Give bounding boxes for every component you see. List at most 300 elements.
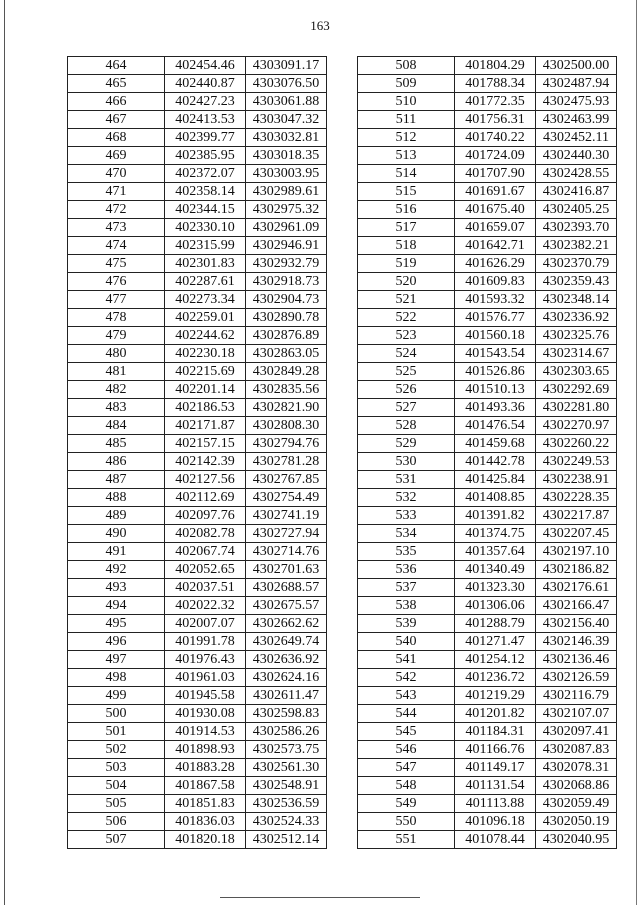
x-coordinate-cell: 401323.30 — [455, 579, 536, 597]
point-number-cell: 471 — [68, 183, 165, 201]
x-coordinate-cell: 401271.47 — [455, 633, 536, 651]
y-coordinate-cell: 4302536.59 — [246, 795, 327, 813]
y-coordinate-cell: 4302741.19 — [246, 507, 327, 525]
x-coordinate-cell: 402142.39 — [165, 453, 246, 471]
point-number-cell: 515 — [358, 183, 455, 201]
table-row — [358, 237, 617, 255]
y-coordinate-cell: 4302270.97 — [536, 417, 617, 435]
y-coordinate-cell: 4302097.41 — [536, 723, 617, 741]
x-coordinate-cell: 401772.35 — [455, 93, 536, 111]
x-coordinate-cell: 401201.82 — [455, 705, 536, 723]
table-row — [68, 309, 327, 327]
x-coordinate-cell: 401851.83 — [165, 795, 246, 813]
y-coordinate-cell: 4302598.83 — [246, 705, 327, 723]
y-coordinate-cell: 4302292.69 — [536, 381, 617, 399]
y-coordinate-cell: 4302636.92 — [246, 651, 327, 669]
y-coordinate-cell: 4302228.35 — [536, 489, 617, 507]
x-coordinate-cell: 401626.29 — [455, 255, 536, 273]
x-coordinate-cell: 401113.88 — [455, 795, 536, 813]
y-coordinate-cell: 4302059.49 — [536, 795, 617, 813]
point-number-cell: 524 — [358, 345, 455, 363]
point-number-cell: 486 — [68, 453, 165, 471]
x-coordinate-cell: 401131.54 — [455, 777, 536, 795]
table-row — [358, 795, 617, 813]
point-number-cell: 479 — [68, 327, 165, 345]
point-number-cell: 512 — [358, 129, 455, 147]
point-number-cell: 478 — [68, 309, 165, 327]
x-coordinate-cell: 402067.74 — [165, 543, 246, 561]
x-coordinate-cell: 401576.77 — [455, 309, 536, 327]
point-number-cell: 539 — [358, 615, 455, 633]
x-coordinate-cell: 402007.07 — [165, 615, 246, 633]
x-coordinate-cell: 402330.10 — [165, 219, 246, 237]
x-coordinate-cell: 402230.18 — [165, 345, 246, 363]
y-coordinate-cell: 4302701.63 — [246, 561, 327, 579]
x-coordinate-cell: 402427.23 — [165, 93, 246, 111]
table-row — [358, 381, 617, 399]
y-coordinate-cell: 4302835.56 — [246, 381, 327, 399]
table-row — [68, 417, 327, 435]
point-number-cell: 525 — [358, 363, 455, 381]
point-number-cell: 500 — [68, 705, 165, 723]
x-coordinate-cell: 401560.18 — [455, 327, 536, 345]
y-coordinate-cell: 4302849.28 — [246, 363, 327, 381]
point-number-cell: 528 — [358, 417, 455, 435]
y-coordinate-cell: 4302303.65 — [536, 363, 617, 381]
y-coordinate-cell: 4302688.57 — [246, 579, 327, 597]
point-number-cell: 507 — [68, 831, 165, 849]
y-coordinate-cell: 4303047.32 — [246, 111, 327, 129]
y-coordinate-cell: 4302714.76 — [246, 543, 327, 561]
table-row — [358, 723, 617, 741]
y-coordinate-cell: 4302989.61 — [246, 183, 327, 201]
y-coordinate-cell: 4302463.99 — [536, 111, 617, 129]
x-coordinate-cell: 401510.13 — [455, 381, 536, 399]
x-coordinate-cell: 402315.99 — [165, 237, 246, 255]
point-number-cell: 489 — [68, 507, 165, 525]
point-number-cell: 545 — [358, 723, 455, 741]
point-number-cell: 544 — [358, 705, 455, 723]
y-coordinate-cell: 4302186.82 — [536, 561, 617, 579]
point-number-cell: 468 — [68, 129, 165, 147]
x-coordinate-cell: 402244.62 — [165, 327, 246, 345]
x-coordinate-cell: 402301.83 — [165, 255, 246, 273]
x-coordinate-cell: 401991.78 — [165, 633, 246, 651]
point-number-cell: 531 — [358, 471, 455, 489]
table-row — [68, 777, 327, 795]
table-row — [68, 795, 327, 813]
x-coordinate-cell: 401593.32 — [455, 291, 536, 309]
table-row — [358, 687, 617, 705]
point-number-cell: 509 — [358, 75, 455, 93]
point-number-cell: 466 — [68, 93, 165, 111]
x-coordinate-cell: 401166.76 — [455, 741, 536, 759]
x-coordinate-cell: 401788.34 — [455, 75, 536, 93]
y-coordinate-cell: 4302370.79 — [536, 255, 617, 273]
x-coordinate-cell: 401357.64 — [455, 543, 536, 561]
point-number-cell: 513 — [358, 147, 455, 165]
y-coordinate-cell: 4302428.55 — [536, 165, 617, 183]
table-row — [358, 813, 617, 831]
point-number-cell: 499 — [68, 687, 165, 705]
x-coordinate-cell: 401642.71 — [455, 237, 536, 255]
point-number-cell: 504 — [68, 777, 165, 795]
table-row — [68, 237, 327, 255]
table-row — [68, 381, 327, 399]
point-number-cell: 473 — [68, 219, 165, 237]
point-number-cell: 519 — [358, 255, 455, 273]
point-number-cell: 520 — [358, 273, 455, 291]
y-coordinate-cell: 4302500.00 — [536, 57, 617, 75]
y-coordinate-cell: 4302416.87 — [536, 183, 617, 201]
table-row — [358, 597, 617, 615]
x-coordinate-cell: 401096.18 — [455, 813, 536, 831]
point-number-cell: 469 — [68, 147, 165, 165]
point-number-cell: 480 — [68, 345, 165, 363]
table-row — [358, 453, 617, 471]
table-row — [358, 183, 617, 201]
table-row — [68, 831, 327, 849]
point-number-cell: 549 — [358, 795, 455, 813]
y-coordinate-cell: 4302393.70 — [536, 219, 617, 237]
x-coordinate-cell: 402157.15 — [165, 435, 246, 453]
x-coordinate-cell: 401675.40 — [455, 201, 536, 219]
y-coordinate-cell: 4302548.91 — [246, 777, 327, 795]
point-number-cell: 502 — [68, 741, 165, 759]
point-number-cell: 483 — [68, 399, 165, 417]
y-coordinate-cell: 4302068.86 — [536, 777, 617, 795]
point-number-cell: 517 — [358, 219, 455, 237]
scan-edge-left — [4, 0, 5, 905]
table-row — [358, 75, 617, 93]
y-coordinate-cell: 4302512.14 — [246, 831, 327, 849]
point-number-cell: 511 — [358, 111, 455, 129]
point-number-cell: 493 — [68, 579, 165, 597]
x-coordinate-cell: 402273.34 — [165, 291, 246, 309]
x-coordinate-cell: 401288.79 — [455, 615, 536, 633]
table-row — [68, 561, 327, 579]
table-row — [358, 201, 617, 219]
x-coordinate-cell: 401691.67 — [455, 183, 536, 201]
point-number-cell: 470 — [68, 165, 165, 183]
point-number-cell: 518 — [358, 237, 455, 255]
point-number-cell: 492 — [68, 561, 165, 579]
point-number-cell: 547 — [358, 759, 455, 777]
y-coordinate-cell: 4302078.31 — [536, 759, 617, 777]
point-number-cell: 530 — [358, 453, 455, 471]
coordinates-table-right — [357, 56, 617, 849]
table-row — [358, 417, 617, 435]
x-coordinate-cell: 402082.78 — [165, 525, 246, 543]
table-row — [68, 741, 327, 759]
y-coordinate-cell: 4303061.88 — [246, 93, 327, 111]
table-row — [358, 435, 617, 453]
x-coordinate-cell: 402112.69 — [165, 489, 246, 507]
y-coordinate-cell: 4302975.32 — [246, 201, 327, 219]
x-coordinate-cell: 401493.36 — [455, 399, 536, 417]
x-coordinate-cell: 402454.46 — [165, 57, 246, 75]
table-row — [68, 597, 327, 615]
x-coordinate-cell: 401867.58 — [165, 777, 246, 795]
point-number-cell: 467 — [68, 111, 165, 129]
x-coordinate-cell: 401425.84 — [455, 471, 536, 489]
table-row — [68, 363, 327, 381]
table-row — [68, 93, 327, 111]
table-row — [358, 705, 617, 723]
table-row — [358, 327, 617, 345]
x-coordinate-cell: 401219.29 — [455, 687, 536, 705]
table-row — [68, 291, 327, 309]
x-coordinate-cell: 401391.82 — [455, 507, 536, 525]
x-coordinate-cell: 401836.03 — [165, 813, 246, 831]
table-row — [68, 345, 327, 363]
y-coordinate-cell: 4303032.81 — [246, 129, 327, 147]
x-coordinate-cell: 401254.12 — [455, 651, 536, 669]
table-row — [68, 669, 327, 687]
y-coordinate-cell: 4302675.57 — [246, 597, 327, 615]
y-coordinate-cell: 4302126.59 — [536, 669, 617, 687]
y-coordinate-cell: 4302249.53 — [536, 453, 617, 471]
y-coordinate-cell: 4302794.76 — [246, 435, 327, 453]
x-coordinate-cell: 402440.87 — [165, 75, 246, 93]
y-coordinate-cell: 4302197.10 — [536, 543, 617, 561]
table-row — [68, 57, 327, 75]
y-coordinate-cell: 4302207.45 — [536, 525, 617, 543]
y-coordinate-cell: 4302217.87 — [536, 507, 617, 525]
y-coordinate-cell: 4302475.93 — [536, 93, 617, 111]
table-row — [68, 633, 327, 651]
table-row — [358, 651, 617, 669]
x-coordinate-cell: 401740.22 — [455, 129, 536, 147]
x-coordinate-cell: 401526.86 — [455, 363, 536, 381]
x-coordinate-cell: 402358.14 — [165, 183, 246, 201]
point-number-cell: 551 — [358, 831, 455, 849]
y-coordinate-cell: 4302440.30 — [536, 147, 617, 165]
y-coordinate-cell: 4303091.17 — [246, 57, 327, 75]
table-row — [358, 345, 617, 363]
y-coordinate-cell: 4303018.35 — [246, 147, 327, 165]
table-row — [68, 471, 327, 489]
point-number-cell: 523 — [358, 327, 455, 345]
x-coordinate-cell: 401543.54 — [455, 345, 536, 363]
table-row — [68, 453, 327, 471]
table-row — [358, 57, 617, 75]
table-row — [68, 201, 327, 219]
point-number-cell: 540 — [358, 633, 455, 651]
x-coordinate-cell: 402097.76 — [165, 507, 246, 525]
y-coordinate-cell: 4302359.43 — [536, 273, 617, 291]
table-row — [358, 831, 617, 849]
x-coordinate-cell: 401476.54 — [455, 417, 536, 435]
x-coordinate-cell: 402372.07 — [165, 165, 246, 183]
table-row — [68, 489, 327, 507]
table-row — [68, 579, 327, 597]
point-number-cell: 477 — [68, 291, 165, 309]
y-coordinate-cell: 4302146.39 — [536, 633, 617, 651]
x-coordinate-cell: 402201.14 — [165, 381, 246, 399]
coordinates-table-left — [67, 56, 327, 849]
table-row — [68, 75, 327, 93]
table-row — [358, 273, 617, 291]
point-number-cell: 491 — [68, 543, 165, 561]
point-number-cell: 541 — [358, 651, 455, 669]
point-number-cell: 550 — [358, 813, 455, 831]
y-coordinate-cell: 4302136.46 — [536, 651, 617, 669]
table-row — [358, 363, 617, 381]
table-row — [68, 687, 327, 705]
y-coordinate-cell: 4302932.79 — [246, 255, 327, 273]
y-coordinate-cell: 4303003.95 — [246, 165, 327, 183]
table-row — [68, 255, 327, 273]
x-coordinate-cell: 401914.53 — [165, 723, 246, 741]
y-coordinate-cell: 4302260.22 — [536, 435, 617, 453]
table-row — [68, 273, 327, 291]
y-coordinate-cell: 4302040.95 — [536, 831, 617, 849]
point-number-cell: 514 — [358, 165, 455, 183]
y-coordinate-cell: 4302238.91 — [536, 471, 617, 489]
y-coordinate-cell: 4302116.79 — [536, 687, 617, 705]
point-number-cell: 495 — [68, 615, 165, 633]
table-row — [358, 615, 617, 633]
y-coordinate-cell: 4302166.47 — [536, 597, 617, 615]
y-coordinate-cell: 4302781.28 — [246, 453, 327, 471]
y-coordinate-cell: 4302727.94 — [246, 525, 327, 543]
point-number-cell: 476 — [68, 273, 165, 291]
y-coordinate-cell: 4302176.61 — [536, 579, 617, 597]
table-row — [358, 561, 617, 579]
x-coordinate-cell: 401898.93 — [165, 741, 246, 759]
point-number-cell: 537 — [358, 579, 455, 597]
point-number-cell: 503 — [68, 759, 165, 777]
x-coordinate-cell: 402399.77 — [165, 129, 246, 147]
y-coordinate-cell: 4302863.05 — [246, 345, 327, 363]
point-number-cell: 484 — [68, 417, 165, 435]
point-number-cell: 494 — [68, 597, 165, 615]
y-coordinate-cell: 4302348.14 — [536, 291, 617, 309]
table-row — [68, 435, 327, 453]
point-number-cell: 535 — [358, 543, 455, 561]
table-row — [68, 219, 327, 237]
x-coordinate-cell: 401883.28 — [165, 759, 246, 777]
point-number-cell: 474 — [68, 237, 165, 255]
point-number-cell: 496 — [68, 633, 165, 651]
point-number-cell: 465 — [68, 75, 165, 93]
y-coordinate-cell: 4302452.11 — [536, 129, 617, 147]
x-coordinate-cell: 401930.08 — [165, 705, 246, 723]
scan-edge-right — [636, 0, 637, 905]
table-row — [358, 219, 617, 237]
point-number-cell: 488 — [68, 489, 165, 507]
table-row — [358, 129, 617, 147]
point-number-cell: 534 — [358, 525, 455, 543]
table-row — [68, 651, 327, 669]
point-number-cell: 490 — [68, 525, 165, 543]
x-coordinate-cell: 401236.72 — [455, 669, 536, 687]
table-row — [358, 291, 617, 309]
y-coordinate-cell: 4302876.89 — [246, 327, 327, 345]
table-row — [358, 471, 617, 489]
y-coordinate-cell: 4302314.67 — [536, 345, 617, 363]
table-row — [358, 309, 617, 327]
point-number-cell: 536 — [358, 561, 455, 579]
x-coordinate-cell: 401804.29 — [455, 57, 536, 75]
table-row — [68, 723, 327, 741]
point-number-cell: 526 — [358, 381, 455, 399]
y-coordinate-cell: 4302405.25 — [536, 201, 617, 219]
table-row — [358, 111, 617, 129]
x-coordinate-cell: 401306.06 — [455, 597, 536, 615]
point-number-cell: 510 — [358, 93, 455, 111]
table-row — [68, 165, 327, 183]
y-coordinate-cell: 4302156.40 — [536, 615, 617, 633]
y-coordinate-cell: 4302904.73 — [246, 291, 327, 309]
x-coordinate-cell: 401707.90 — [455, 165, 536, 183]
x-coordinate-cell: 402186.53 — [165, 399, 246, 417]
x-coordinate-cell: 401442.78 — [455, 453, 536, 471]
y-coordinate-cell: 4302050.19 — [536, 813, 617, 831]
x-coordinate-cell: 401756.31 — [455, 111, 536, 129]
y-coordinate-cell: 4302890.78 — [246, 309, 327, 327]
point-number-cell: 506 — [68, 813, 165, 831]
point-number-cell: 487 — [68, 471, 165, 489]
table-row — [358, 255, 617, 273]
point-number-cell: 532 — [358, 489, 455, 507]
y-coordinate-cell: 4302808.30 — [246, 417, 327, 435]
y-coordinate-cell: 4302586.26 — [246, 723, 327, 741]
table-row — [68, 399, 327, 417]
table-row — [358, 165, 617, 183]
table-row — [358, 777, 617, 795]
table-row — [68, 183, 327, 201]
table-row — [358, 669, 617, 687]
y-coordinate-cell: 4302821.90 — [246, 399, 327, 417]
x-coordinate-cell: 402052.65 — [165, 561, 246, 579]
table-row — [68, 129, 327, 147]
x-coordinate-cell: 401724.09 — [455, 147, 536, 165]
x-coordinate-cell: 401609.83 — [455, 273, 536, 291]
table-row — [358, 633, 617, 651]
x-coordinate-cell: 401078.44 — [455, 831, 536, 849]
point-number-cell: 548 — [358, 777, 455, 795]
y-coordinate-cell: 4302946.91 — [246, 237, 327, 255]
y-coordinate-cell: 4302961.09 — [246, 219, 327, 237]
table-body-left — [68, 57, 327, 849]
x-coordinate-cell: 401961.03 — [165, 669, 246, 687]
x-coordinate-cell: 402344.15 — [165, 201, 246, 219]
x-coordinate-cell: 402127.56 — [165, 471, 246, 489]
x-coordinate-cell: 401184.31 — [455, 723, 536, 741]
x-coordinate-cell: 401374.75 — [455, 525, 536, 543]
x-coordinate-cell: 401820.18 — [165, 831, 246, 849]
x-coordinate-cell: 402037.51 — [165, 579, 246, 597]
x-coordinate-cell: 402413.53 — [165, 111, 246, 129]
point-number-cell: 538 — [358, 597, 455, 615]
x-coordinate-cell: 402215.69 — [165, 363, 246, 381]
table-row — [68, 705, 327, 723]
table-row — [358, 741, 617, 759]
y-coordinate-cell: 4303076.50 — [246, 75, 327, 93]
y-coordinate-cell: 4302918.73 — [246, 273, 327, 291]
point-number-cell: 501 — [68, 723, 165, 741]
y-coordinate-cell: 4302561.30 — [246, 759, 327, 777]
y-coordinate-cell: 4302087.83 — [536, 741, 617, 759]
y-coordinate-cell: 4302662.62 — [246, 615, 327, 633]
x-coordinate-cell: 401149.17 — [455, 759, 536, 777]
point-number-cell: 533 — [358, 507, 455, 525]
table-row — [358, 489, 617, 507]
point-number-cell: 497 — [68, 651, 165, 669]
point-number-cell: 464 — [68, 57, 165, 75]
